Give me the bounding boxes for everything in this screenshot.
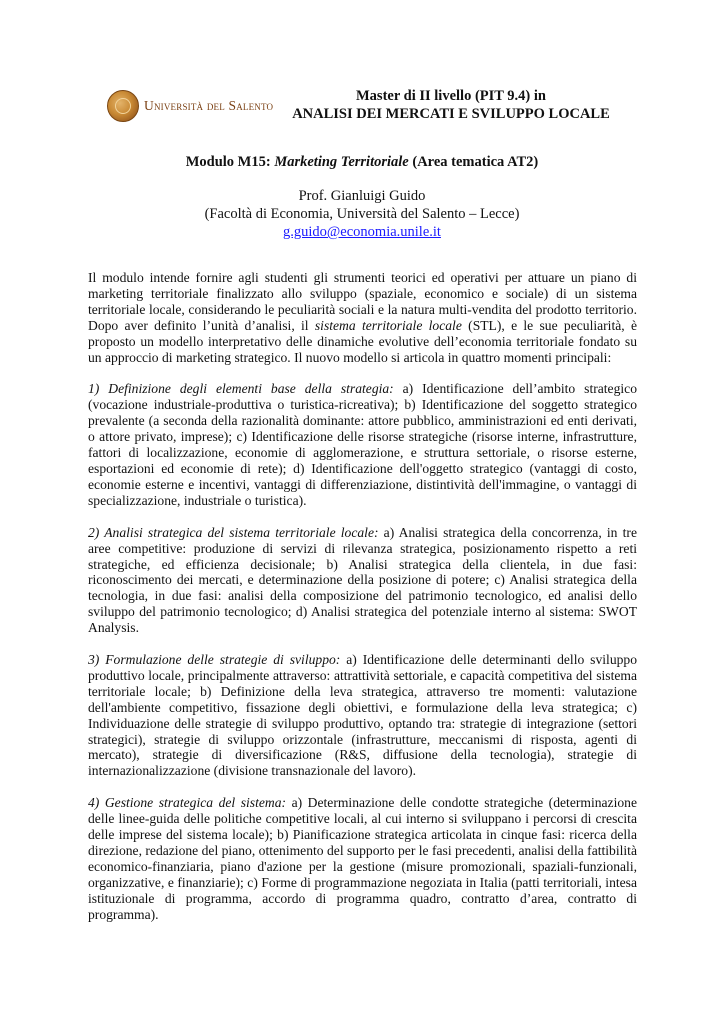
- intro-term: sistema territoriale locale: [314, 317, 462, 333]
- section-text: a) Identificazione dell’ambito strategico (vocazione industriale-produttiva o turistica-ricreativa); b) Identificazione del soggetto strategico prevalente (a seconda della razionalità dominante: attore pubblico, amministrazioni ed enti derivati, o attore privato, imprese); c) Identificazione delle risorse strategiche (risorse interne, infrastrutture, fattori di localizzazione, economie di agglomerazione, e struttura settoriale, o risorse esterne, esportazioni ed economie di rete); d) Identificazione dell'oggetto strategico (vantaggi di costo, economie esterne e incentivi, vantaggi di differenziazione, distintività dell'immagine, o vantaggi di specializzazione, industriale o turistica).: [88, 381, 637, 508]
- course-header-line1: Master di II livello (PIT 9.4) in: [356, 88, 546, 104]
- course-header: [286, 87, 616, 123]
- section-text: a) Analisi strategica della concorrenza, in tre aree competitive: produzione di servizi di rilevanza strategica, posizionamento rispetto a reti strategiche, ed efficienza decisionale; b) Analisi strategica della clientela, in due fasi: riconoscimento dei mercati, e determinazione della posizione di potere; c) Analisi strategica della tecnologia, in due fasi: analisi della composizione del patrimonio tecnologico, ed analisi dello sviluppo del patrimonio tecnologico; d) Analisi strategica del potenziale interno al sistema: SWOT Analysis.: [88, 524, 637, 636]
- module-title: [0, 154, 724, 171]
- section-paragraph: [88, 795, 637, 922]
- professor-affiliation: (Facoltà di Economia, Università del Salento – Lecce): [204, 206, 520, 222]
- course-header-line2: ANALISI DEI MERCATI E SVILUPPO LOCALE: [292, 106, 610, 122]
- module-prefix: Modulo M15:: [185, 154, 271, 170]
- section-heading: 4) Gestione strategica del sistema:: [88, 795, 287, 811]
- section-paragraph: [88, 525, 637, 636]
- university-seal-icon: [107, 90, 139, 122]
- professor-block: [0, 187, 724, 241]
- professor-email-link[interactable]: g.guido@economia.unile.it: [283, 224, 441, 240]
- university-logo-text: Università del Salento: [144, 98, 274, 113]
- section-paragraph: [88, 652, 637, 779]
- professor-name: Prof. Gianluigi Guido: [298, 188, 426, 204]
- intro-paragraph: [88, 270, 637, 365]
- section-paragraph: [88, 381, 637, 508]
- document-body: [88, 270, 637, 939]
- university-logo: [107, 90, 273, 122]
- section-heading: 3) Formulazione delle strategie di sviluppo:: [88, 652, 341, 668]
- section-heading: 2) Analisi strategica del sistema territoriale locale:: [88, 524, 379, 540]
- module-name: Marketing Territoriale: [274, 154, 409, 170]
- intro-text-cont: (STL), e le sue peculiarità, è proposto un modello interpretativo delle dinamiche evolutive dell’economia territoriale fondato su un approccio di marketing strategico. Il nuovo modello si articola in quattro momenti principali:: [88, 317, 637, 365]
- intro-text: Il modulo intende fornire agli studenti gli strumenti teorici ed operativi per attuare un piano di marketing territoriale finalizzato allo sviluppo (spaziale, economico e sociale) di un sistema territoriale locale, considerando le peculiarità sociali e la natura multi-vendita del prodotto territorio. Dopo aver definito l’unità d’analisi, il: [88, 270, 637, 333]
- section-text: a) Determinazione delle condotte strategiche (determinazione delle linee-guida delle politiche competitive locali, al cui interno si sviluppano i percorsi di crescita delle imprese del sistema locale); b) Pianificazione strategica articolata in cinque fasi: ricerca della direzione, redazione del piano, ottenimento del supporto per le fasi precedenti, analisi della fattibilità economico-finanziaria, piano d'azione per la gestione (misure promozionali, spaziali-funzionali, organizzative, e finanziarie); c) Forme di programmazione negoziata in Italia (patti territoriali, intesa istituzionale di programma, accordo di programma quadro, contratto d’area, contratto di programma).: [88, 795, 637, 922]
- section-heading: 1) Definizione degli elementi base della strategia:: [88, 381, 394, 397]
- module-suffix: (Area tematica AT2): [412, 154, 539, 170]
- section-text: a) Identificazione delle determinanti dello sviluppo produttivo locale, principalmente attraverso: attrattività settoriale, e capacità competitiva del sistema territoriale locale; b) Definizione della leva strategica, attraverso tre momenti: valutazione dell'ambiente competitivo, fissazione degli obiettivi, e formulazione della leva strategica; c) Individuazione delle strategie di sviluppo produttivo, optando tra: strategie di integrazione (settori strategici), strategie di sviluppo orizzontale (infrastrutture, meccanismi di risposta, agenti di mercato), strategie di diversificazione (R&S, diffusione della tecnologia), strategie di internazionalizzazione (divisione transnazionale del lavoro).: [88, 652, 638, 779]
